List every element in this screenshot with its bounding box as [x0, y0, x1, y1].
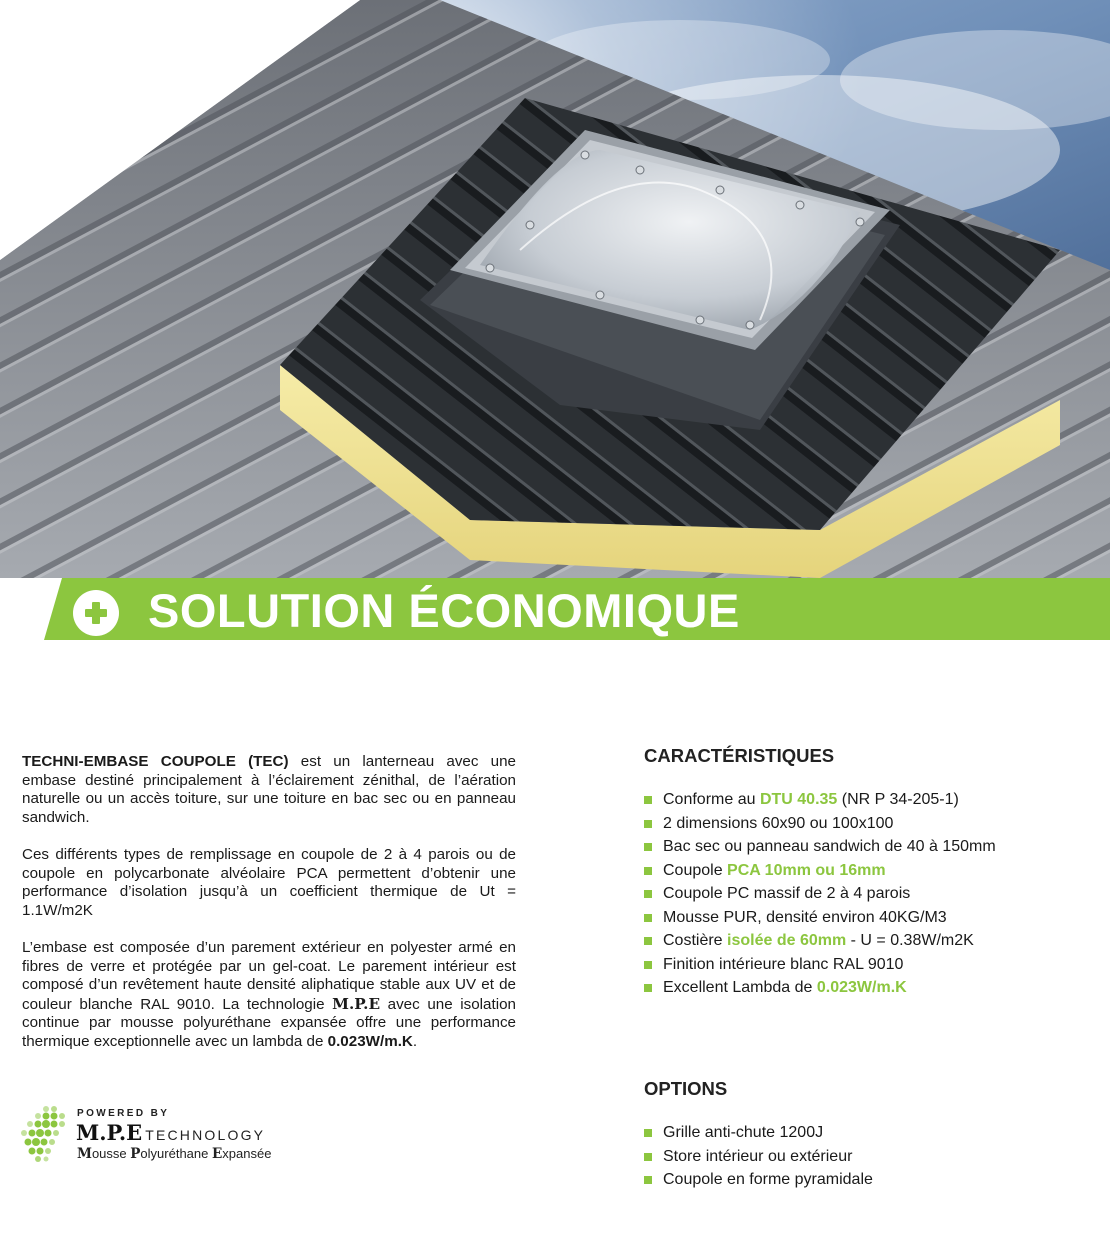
logo-initial-m: M [77, 1146, 92, 1162]
description-p3-text-b: avec une isolation continue par mousse polyuréthane expansée offre une performance thermique exceptionnelle avec un lambda de [22, 995, 516, 1050]
options-list [644, 1121, 873, 1192]
caracteristique-item [644, 859, 996, 883]
green-square-bullet [644, 890, 652, 898]
description-p3-end: . [412, 1032, 418, 1050]
item-text: 2 dimensions 60x90 ou 100x100 [663, 814, 894, 832]
logo-technology-text: TECHNOLOGY [145, 1127, 266, 1143]
logo-initial-e: E [211, 1146, 223, 1162]
logo-subtitle [77, 1146, 271, 1162]
green-square-bullet [644, 867, 652, 875]
green-square-bullet [644, 984, 652, 992]
item-text: Mousse PUR, densité environ 40KG/M3 [663, 908, 947, 926]
description-paragraph-2: Ces différents types de remplissage en coupole de 2 à 4 parois ou de coupole en polycarbonate alvéolaire PCA permettent d’obtenir une performance d’isolation jusqu’à un coefficient thermique de Ut = 1.1W/m2K [22, 845, 516, 919]
logo-word-polyurethane: olyuréthane [140, 1146, 212, 1161]
product-description [22, 753, 516, 1070]
item-text-after: (NR P 34-205-1) [837, 791, 959, 808]
item-highlight: DTU 40.35 [759, 791, 838, 808]
item-highlight: PCA 10mm ou 16mm [727, 861, 886, 879]
caracteristiques-list [644, 788, 996, 1000]
description-paragraph-1 [22, 753, 516, 827]
item-highlight: 0.023W/m.K [816, 979, 907, 996]
green-square-bullet [644, 961, 652, 969]
options-title: OPTIONS [644, 1078, 728, 1099]
green-square-bullet [644, 914, 652, 922]
green-square-bullet [644, 796, 652, 804]
caracteristique-item [644, 882, 996, 906]
item-text: Coupole PC massif de 2 à 4 parois [663, 885, 911, 902]
item-text: Grille anti-chute 1200J [663, 1124, 824, 1141]
logo-word-expansee: xpansée [222, 1146, 272, 1161]
option-item [644, 1168, 873, 1192]
plus-circle-icon [72, 589, 120, 637]
item-text: Excellent Lambda de [663, 979, 817, 996]
description-paragraph-3 [22, 939, 516, 1052]
mpe-brand-inline: M.P.E [332, 994, 381, 1013]
caracteristique-item [644, 835, 996, 859]
item-text: Coupole en forme pyramidale [663, 1171, 873, 1188]
banner-title: SOLUTION ÉCONOMIQUE [148, 584, 740, 637]
green-square-bullet [644, 843, 652, 851]
caracteristique-item [644, 976, 996, 1000]
option-item [644, 1121, 873, 1145]
logo-brand-line [76, 1120, 265, 1145]
green-square-bullet [644, 1129, 652, 1137]
item-highlight: isolée de 60mm [727, 932, 847, 949]
caracteristique-item [644, 953, 996, 977]
item-text: Conforme au [663, 791, 760, 808]
caracteristique-item [644, 788, 996, 812]
dot-cluster-icon [20, 1105, 72, 1163]
caracteristique-item [644, 929, 996, 953]
item-text: Costière [663, 932, 728, 949]
green-square-bullet [644, 820, 652, 828]
option-item [644, 1145, 873, 1169]
caracteristiques-title: CARACTÉRISTIQUES [644, 745, 835, 766]
green-square-bullet [644, 1176, 652, 1184]
mpe-technology-logo [20, 1105, 320, 1165]
description-p3-text-a: L’embase est composée d’un parement extérieur en polyester armé en fibres de verre et protégée par un gel-coat. Le parement intérieur est composé d’un revêtement haute densité aliphatique stable aux UV et de couleur blanche RAL 9010. La technologie [22, 938, 516, 1013]
caracteristique-item [644, 812, 996, 836]
caracteristique-item [644, 906, 996, 930]
item-text-after: - U = 0.38W/m2K [846, 932, 974, 949]
powered-by-label: POWERED BY [77, 1108, 170, 1119]
logo-mpe-text: M.P.E [76, 1120, 143, 1145]
item-text: Finition intérieure blanc RAL 9010 [663, 955, 904, 973]
logo-word-mousse: ousse [91, 1146, 131, 1161]
description-p1-text: est un lanterneau avec une embase destiné principalement à l’éclairement zénithal, de l’aération naturelle ou un accès toiture, sur une toiture en bac sec ou en panneau sandwich. [22, 753, 517, 826]
item-text: Coupole [663, 861, 728, 879]
product-name: TECHNI-EMBASE COUPOLE (TEC) [22, 753, 289, 770]
item-text: Bac sec ou panneau sandwich de 40 à 150mm [663, 838, 996, 855]
logo-initial-p: P [130, 1146, 141, 1162]
green-square-bullet [644, 1153, 652, 1161]
green-square-bullet [644, 937, 652, 945]
lambda-value: 0.023W/m.K [327, 1032, 413, 1050]
item-text: Store intérieur ou extérieur [663, 1147, 853, 1165]
